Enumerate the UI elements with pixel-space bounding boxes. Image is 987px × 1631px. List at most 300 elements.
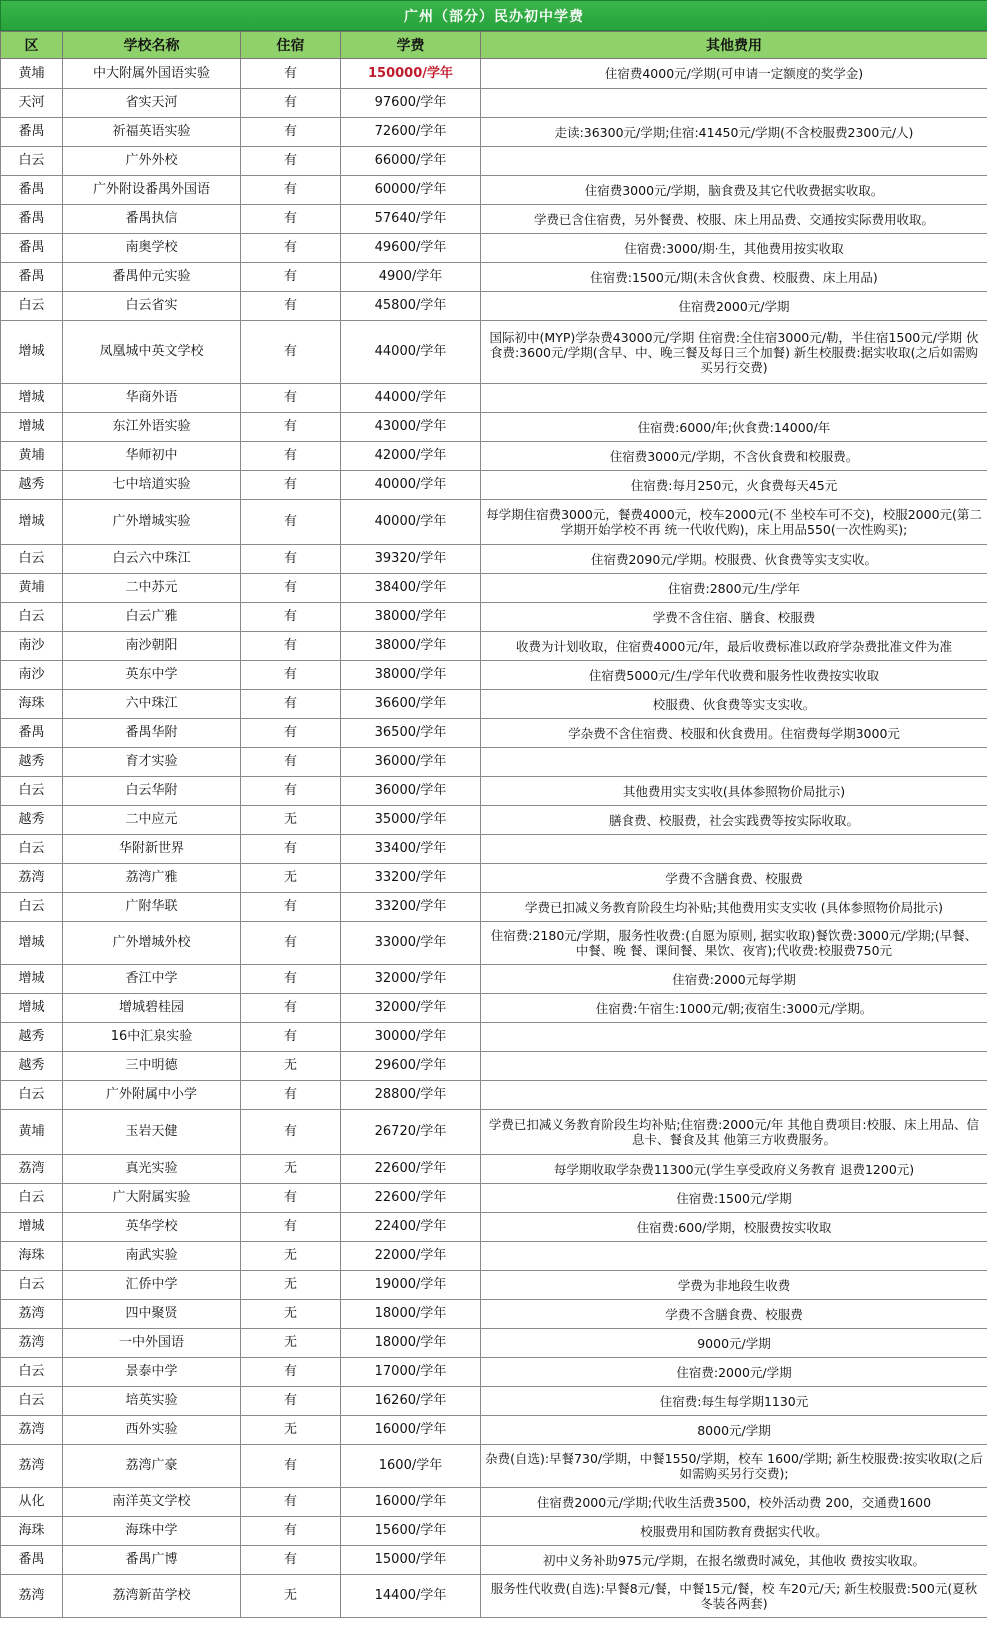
cell-tuition: 15000/学年 [341, 1546, 481, 1575]
table-row [1, 1416, 987, 1445]
cell-tuition: 36500/学年 [341, 719, 481, 748]
cell-school: 荔湾广雅 [63, 864, 241, 893]
cell-district: 番禺 [1, 118, 63, 147]
cell-other-fees: 住宿费2000元/学期;代收生活费3500，校外活动费 200，交通费1600 [481, 1488, 987, 1517]
cell-other-fees [481, 1052, 987, 1081]
cell-tuition: 43000/学年 [341, 413, 481, 442]
cell-other-fees: 收费为计划收取，住宿费4000元/年，最后收费标准以政府学杂费批准文件为准 [481, 632, 987, 661]
table-row [1, 1517, 987, 1546]
cell-district: 白云 [1, 545, 63, 574]
cell-district: 白云 [1, 1271, 63, 1300]
cell-district: 荔湾 [1, 1329, 63, 1358]
cell-district: 黄埔 [1, 442, 63, 471]
cell-boarding: 有 [241, 471, 341, 500]
cell-boarding: 有 [241, 1387, 341, 1416]
cell-other-fees: 住宿费3000元/学期，脑食费及其它代收费据实收取。 [481, 176, 987, 205]
table-row [1, 384, 987, 413]
cell-other-fees: 住宿费:2000元/学期 [481, 1358, 987, 1387]
cell-boarding: 有 [241, 118, 341, 147]
cell-boarding: 有 [241, 603, 341, 632]
cell-school: 汇侨中学 [63, 1271, 241, 1300]
cell-school: 广外增城外校 [63, 922, 241, 965]
cell-other-fees [481, 1242, 987, 1271]
cell-tuition: 16260/学年 [341, 1387, 481, 1416]
cell-other-fees: 每学期住宿费3000元，餐费4000元，校车2000元(不 坐校车可不交)，校服2000元(第二学期开始学校不再 统一代收代购)，床上用品550(一次性购买); [481, 500, 987, 545]
cell-district: 越秀 [1, 1023, 63, 1052]
cell-other-fees: 学费不含膳食费、校服费 [481, 1300, 987, 1329]
cell-boarding: 有 [241, 1358, 341, 1387]
cell-boarding: 有 [241, 442, 341, 471]
table-row [1, 176, 987, 205]
cell-boarding: 有 [241, 690, 341, 719]
cell-school: 南沙朝阳 [63, 632, 241, 661]
table-row [1, 632, 987, 661]
cell-other-fees: 9000元/学期 [481, 1329, 987, 1358]
cell-tuition: 44000/学年 [341, 384, 481, 413]
cell-district: 增城 [1, 965, 63, 994]
cell-other-fees: 学费不含住宿、膳食、校服费 [481, 603, 987, 632]
cell-school: 荔湾新苗学校 [63, 1575, 241, 1618]
cell-boarding: 有 [241, 1445, 341, 1488]
header-school: 学校名称 [63, 32, 241, 59]
cell-tuition: 38400/学年 [341, 574, 481, 603]
cell-tuition: 57640/学年 [341, 205, 481, 234]
cell-other-fees [481, 147, 987, 176]
header-row [1, 32, 987, 59]
cell-school: 英华学校 [63, 1213, 241, 1242]
cell-boarding: 有 [241, 1081, 341, 1110]
cell-boarding: 有 [241, 384, 341, 413]
cell-boarding: 无 [241, 1575, 341, 1618]
cell-boarding: 有 [241, 1213, 341, 1242]
cell-other-fees: 住宿费2000元/学期 [481, 292, 987, 321]
cell-boarding: 有 [241, 1546, 341, 1575]
cell-tuition: 18000/学年 [341, 1329, 481, 1358]
cell-district: 白云 [1, 1184, 63, 1213]
cell-district: 南沙 [1, 632, 63, 661]
cell-school: 真光实验 [63, 1155, 241, 1184]
cell-boarding: 有 [241, 205, 341, 234]
cell-district: 天河 [1, 89, 63, 118]
cell-school: 番禺执信 [63, 205, 241, 234]
cell-boarding: 有 [241, 574, 341, 603]
table-row [1, 1488, 987, 1517]
cell-school: 西外实验 [63, 1416, 241, 1445]
cell-boarding: 有 [241, 147, 341, 176]
cell-boarding: 有 [241, 234, 341, 263]
cell-other-fees: 8000元/学期 [481, 1416, 987, 1445]
cell-district: 增城 [1, 1213, 63, 1242]
cell-other-fees: 住宿费:2180元/学期，服务性收费:(自愿为原则, 据实收取)餐饮费:3000元/学期;(早餐、中餐、晚 餐、课间餐、果饮、夜宵);代收费:校服费750元 [481, 922, 987, 965]
cell-school: 16中汇泉实验 [63, 1023, 241, 1052]
cell-other-fees [481, 1081, 987, 1110]
cell-district: 白云 [1, 603, 63, 632]
table-title: 广州（部分）民办初中学费 [0, 0, 987, 31]
cell-boarding: 无 [241, 806, 341, 835]
cell-school: 景泰中学 [63, 1358, 241, 1387]
table-row [1, 205, 987, 234]
table-row [1, 806, 987, 835]
cell-other-fees: 学杂费不含住宿费、校服和伙食费用。住宿费每学期3000元 [481, 719, 987, 748]
table-row [1, 574, 987, 603]
cell-tuition: 19000/学年 [341, 1271, 481, 1300]
cell-school: 中大附属外国语实验 [63, 59, 241, 89]
cell-district: 白云 [1, 1387, 63, 1416]
cell-district: 番禺 [1, 234, 63, 263]
table-row [1, 1213, 987, 1242]
cell-school: 香江中学 [63, 965, 241, 994]
cell-district: 番禺 [1, 719, 63, 748]
table-row [1, 413, 987, 442]
cell-district: 海珠 [1, 1517, 63, 1546]
cell-boarding: 有 [241, 500, 341, 545]
cell-boarding: 有 [241, 994, 341, 1023]
cell-tuition: 36000/学年 [341, 748, 481, 777]
cell-tuition: 32000/学年 [341, 994, 481, 1023]
table-row [1, 690, 987, 719]
cell-district: 荔湾 [1, 1575, 63, 1618]
cell-other-fees: 住宿费:午宿生:1000元/朝;夜宿生:3000元/学期。 [481, 994, 987, 1023]
cell-school: 广外附属中小学 [63, 1081, 241, 1110]
cell-school: 六中珠江 [63, 690, 241, 719]
cell-other-fees: 住宿费3000元/学期，不含伙食费和校服费。 [481, 442, 987, 471]
cell-other-fees: 住宿费:2000元每学期 [481, 965, 987, 994]
cell-boarding: 有 [241, 1023, 341, 1052]
cell-tuition: 16000/学年 [341, 1416, 481, 1445]
cell-boarding: 有 [241, 1517, 341, 1546]
cell-school: 英东中学 [63, 661, 241, 690]
table-row [1, 1184, 987, 1213]
table-row [1, 994, 987, 1023]
table-row [1, 1081, 987, 1110]
cell-boarding: 有 [241, 661, 341, 690]
cell-other-fees: 住宿费:1500元/期(未含伙食费、校服费、床上用品) [481, 263, 987, 292]
cell-district: 番禺 [1, 1546, 63, 1575]
cell-other-fees: 住宿费:600/学期，校服费按实收取 [481, 1213, 987, 1242]
cell-district: 荔湾 [1, 1155, 63, 1184]
cell-other-fees: 每学期收取学杂费11300元(学生享受政府义务教育 退费1200元) [481, 1155, 987, 1184]
cell-school: 三中明德 [63, 1052, 241, 1081]
cell-school: 白云广雅 [63, 603, 241, 632]
cell-other-fees [481, 748, 987, 777]
table-row [1, 292, 987, 321]
table-row [1, 545, 987, 574]
cell-other-fees [481, 384, 987, 413]
cell-district: 白云 [1, 777, 63, 806]
cell-boarding: 有 [241, 413, 341, 442]
cell-other-fees: 住宿费5000元/生/学年代收费和服务性收费按实收取 [481, 661, 987, 690]
cell-other-fees: 住宿费:2800元/生/学年 [481, 574, 987, 603]
table-row [1, 263, 987, 292]
cell-boarding: 有 [241, 1488, 341, 1517]
cell-tuition: 22000/学年 [341, 1242, 481, 1271]
cell-school: 一中外国语 [63, 1329, 241, 1358]
cell-other-fees: 住宿费4000元/学期(可申请一定额度的奖学金) [481, 59, 987, 89]
cell-school: 白云省实 [63, 292, 241, 321]
cell-district: 南沙 [1, 661, 63, 690]
cell-other-fees: 学费已扣减义务教育阶段生均补贴;住宿费:2000元/年 其他自费项目:校服、床上用品、信息卡、餐食及其 他第三方收费服务。 [481, 1110, 987, 1155]
cell-boarding: 无 [241, 1155, 341, 1184]
cell-tuition: 97600/学年 [341, 89, 481, 118]
cell-boarding: 无 [241, 1242, 341, 1271]
cell-other-fees: 住宿费:每生每学期1130元 [481, 1387, 987, 1416]
table-row [1, 1023, 987, 1052]
cell-boarding: 有 [241, 748, 341, 777]
cell-tuition: 4900/学年 [341, 263, 481, 292]
cell-district: 海珠 [1, 690, 63, 719]
cell-tuition: 40000/学年 [341, 500, 481, 545]
cell-school: 广外附设番禺外国语 [63, 176, 241, 205]
cell-other-fees: 住宿费:6000/年;伙食费:14000/年 [481, 413, 987, 442]
table-row [1, 748, 987, 777]
cell-district: 番禺 [1, 176, 63, 205]
cell-tuition: 28800/学年 [341, 1081, 481, 1110]
cell-other-fees: 住宿费2090元/学期。校服费、伙食费等实支实收。 [481, 545, 987, 574]
cell-tuition: 26720/学年 [341, 1110, 481, 1155]
cell-tuition: 72600/学年 [341, 118, 481, 147]
cell-district: 增城 [1, 500, 63, 545]
cell-school: 海珠中学 [63, 1517, 241, 1546]
table-row [1, 1329, 987, 1358]
cell-district: 从化 [1, 1488, 63, 1517]
cell-boarding: 有 [241, 89, 341, 118]
cell-tuition: 49600/学年 [341, 234, 481, 263]
cell-school: 南奥学校 [63, 234, 241, 263]
cell-boarding: 有 [241, 59, 341, 89]
cell-school: 祈福英语实验 [63, 118, 241, 147]
cell-other-fees: 学费已含住宿费，另外餐费、校服、床上用品费、交通按实际费用收取。 [481, 205, 987, 234]
cell-tuition: 33000/学年 [341, 922, 481, 965]
cell-district: 白云 [1, 147, 63, 176]
cell-tuition: 66000/学年 [341, 147, 481, 176]
table-row [1, 965, 987, 994]
table-row [1, 777, 987, 806]
cell-school: 番禺广博 [63, 1546, 241, 1575]
cell-other-fees: 走读:36300元/学期;住宿:41450元/学期(不含校服费2300元/人) [481, 118, 987, 147]
cell-other-fees: 膳食费、校服费，社会实践费等按实际收取。 [481, 806, 987, 835]
table-row [1, 1271, 987, 1300]
cell-tuition: 45800/学年 [341, 292, 481, 321]
cell-school: 育才实验 [63, 748, 241, 777]
table-row [1, 661, 987, 690]
table-body [1, 59, 987, 1618]
cell-boarding: 无 [241, 864, 341, 893]
cell-tuition: 22400/学年 [341, 1213, 481, 1242]
cell-other-fees: 校服费、伙食费等实支实收。 [481, 690, 987, 719]
cell-school: 二中苏元 [63, 574, 241, 603]
table-row [1, 1155, 987, 1184]
table-row [1, 864, 987, 893]
cell-school: 玉岩天健 [63, 1110, 241, 1155]
cell-district: 越秀 [1, 806, 63, 835]
cell-tuition: 22600/学年 [341, 1155, 481, 1184]
table-container [0, 31, 987, 1631]
cell-school: 番禺仲元实验 [63, 263, 241, 292]
cell-boarding: 无 [241, 1271, 341, 1300]
cell-school: 二中应元 [63, 806, 241, 835]
cell-other-fees: 住宿费:1500元/学期 [481, 1184, 987, 1213]
cell-tuition: 33200/学年 [341, 864, 481, 893]
cell-other-fees: 初中义务补助975元/学期，在报名缴费时减免，其他收 费按实收取。 [481, 1546, 987, 1575]
table-row [1, 442, 987, 471]
cell-district: 白云 [1, 292, 63, 321]
cell-district: 越秀 [1, 1052, 63, 1081]
cell-tuition: 38000/学年 [341, 661, 481, 690]
cell-boarding: 有 [241, 545, 341, 574]
cell-other-fees: 其他费用实支实收(具体参照物价局批示) [481, 777, 987, 806]
table-row [1, 147, 987, 176]
cell-school: 南洋英文学校 [63, 1488, 241, 1517]
cell-tuition: 38000/学年 [341, 603, 481, 632]
cell-other-fees: 杂费(自选):早餐730/学期，中餐1550/学期，校车 1600/学期; 新生校服费:按实收取(之后如需购买另行交费); [481, 1445, 987, 1488]
cell-boarding: 有 [241, 292, 341, 321]
cell-other-fees: 住宿费:每月250元，火食费每天45元 [481, 471, 987, 500]
cell-school: 南武实验 [63, 1242, 241, 1271]
cell-tuition: 44000/学年 [341, 321, 481, 384]
cell-tuition: 30000/学年 [341, 1023, 481, 1052]
cell-other-fees: 学费不含膳食费、校服费 [481, 864, 987, 893]
cell-district: 增城 [1, 922, 63, 965]
cell-tuition: 39320/学年 [341, 545, 481, 574]
header-boarding: 住宿 [241, 32, 341, 59]
cell-other-fees: 校服费用和国防教育费据实代收。 [481, 1517, 987, 1546]
cell-other-fees [481, 1023, 987, 1052]
cell-school: 广外外校 [63, 147, 241, 176]
table-row [1, 1242, 987, 1271]
cell-district: 番禺 [1, 263, 63, 292]
cell-school: 增城碧桂园 [63, 994, 241, 1023]
cell-district: 白云 [1, 893, 63, 922]
cell-boarding: 有 [241, 632, 341, 661]
cell-tuition: 38000/学年 [341, 632, 481, 661]
cell-boarding: 无 [241, 1300, 341, 1329]
cell-boarding: 有 [241, 263, 341, 292]
header-district: 区 [1, 32, 63, 59]
cell-other-fees: 国际初中(MYP)学杂费43000元/学期 住宿费:全住宿3000元/勒，半住宿1500元/学期 伙食费:3600元/学期(含早、中、晚三餐及每日三个加餐) 新生校服费:据实收取(之后如需购买另行交费) [481, 321, 987, 384]
table-row [1, 59, 987, 89]
cell-tuition: 35000/学年 [341, 806, 481, 835]
table-row [1, 719, 987, 748]
cell-school: 番禺华附 [63, 719, 241, 748]
cell-boarding: 有 [241, 719, 341, 748]
cell-tuition: 17000/学年 [341, 1358, 481, 1387]
cell-district: 增城 [1, 994, 63, 1023]
cell-tuition: 33400/学年 [341, 835, 481, 864]
cell-boarding: 有 [241, 965, 341, 994]
cell-district: 越秀 [1, 471, 63, 500]
cell-boarding: 有 [241, 321, 341, 384]
cell-district: 增城 [1, 384, 63, 413]
cell-school: 白云华附 [63, 777, 241, 806]
header-tuition: 学费 [341, 32, 481, 59]
cell-tuition: 36000/学年 [341, 777, 481, 806]
cell-other-fees [481, 89, 987, 118]
table-row [1, 1387, 987, 1416]
cell-school: 凤凰城中英文学校 [63, 321, 241, 384]
fee-table [0, 31, 987, 1618]
cell-district: 番禺 [1, 205, 63, 234]
cell-school: 华附新世界 [63, 835, 241, 864]
cell-boarding: 有 [241, 835, 341, 864]
table-row [1, 603, 987, 632]
cell-boarding: 有 [241, 1184, 341, 1213]
cell-boarding: 有 [241, 1110, 341, 1155]
cell-school: 广外增城实验 [63, 500, 241, 545]
cell-district: 荔湾 [1, 1300, 63, 1329]
cell-tuition: 60000/学年 [341, 176, 481, 205]
cell-other-fees: 住宿费:3000/期·生，其他费用按实收取 [481, 234, 987, 263]
cell-school: 广附华联 [63, 893, 241, 922]
table-row [1, 893, 987, 922]
table-row [1, 118, 987, 147]
table-row [1, 922, 987, 965]
cell-other-fees [481, 835, 987, 864]
table-row [1, 471, 987, 500]
cell-tuition: 36600/学年 [341, 690, 481, 719]
cell-district: 黄埔 [1, 574, 63, 603]
cell-district: 增城 [1, 321, 63, 384]
cell-district: 白云 [1, 1358, 63, 1387]
cell-boarding: 有 [241, 922, 341, 965]
cell-district: 白云 [1, 835, 63, 864]
cell-boarding: 无 [241, 1329, 341, 1358]
cell-district: 荔湾 [1, 864, 63, 893]
cell-boarding: 无 [241, 1416, 341, 1445]
table-row [1, 1575, 987, 1618]
cell-school: 广大附属实验 [63, 1184, 241, 1213]
cell-boarding: 有 [241, 777, 341, 806]
table-row [1, 1110, 987, 1155]
cell-tuition: 22600/学年 [341, 1184, 481, 1213]
cell-school: 东江外语实验 [63, 413, 241, 442]
cell-district: 黄埔 [1, 59, 63, 89]
table-row [1, 500, 987, 545]
cell-district: 越秀 [1, 748, 63, 777]
cell-tuition: 1600/学年 [341, 1445, 481, 1488]
cell-tuition: 15600/学年 [341, 1517, 481, 1546]
cell-tuition: 40000/学年 [341, 471, 481, 500]
cell-boarding: 无 [241, 1052, 341, 1081]
cell-boarding: 有 [241, 176, 341, 205]
cell-boarding: 有 [241, 893, 341, 922]
cell-district: 海珠 [1, 1242, 63, 1271]
cell-tuition: 14400/学年 [341, 1575, 481, 1618]
cell-district: 白云 [1, 1081, 63, 1110]
cell-school: 白云六中珠江 [63, 545, 241, 574]
table-row [1, 1358, 987, 1387]
cell-school: 荔湾广豪 [63, 1445, 241, 1488]
cell-tuition: 32000/学年 [341, 965, 481, 994]
table-row [1, 89, 987, 118]
cell-tuition: 18000/学年 [341, 1300, 481, 1329]
cell-school: 四中聚贤 [63, 1300, 241, 1329]
cell-school: 华商外语 [63, 384, 241, 413]
cell-school: 省实天河 [63, 89, 241, 118]
cell-other-fees: 服务性代收费(自选):早餐8元/餐，中餐15元/餐，校 车20元/天; 新生校服费:500元(夏秋冬装各两套) [481, 1575, 987, 1618]
cell-tuition: 16000/学年 [341, 1488, 481, 1517]
table-row [1, 1546, 987, 1575]
cell-tuition: 42000/学年 [341, 442, 481, 471]
cell-school: 培英实验 [63, 1387, 241, 1416]
cell-district: 黄埔 [1, 1110, 63, 1155]
table-row [1, 234, 987, 263]
table-row [1, 1445, 987, 1488]
cell-district: 增城 [1, 413, 63, 442]
table-row [1, 321, 987, 384]
cell-school: 七中培道实验 [63, 471, 241, 500]
cell-tuition: 33200/学年 [341, 893, 481, 922]
table-row [1, 1300, 987, 1329]
